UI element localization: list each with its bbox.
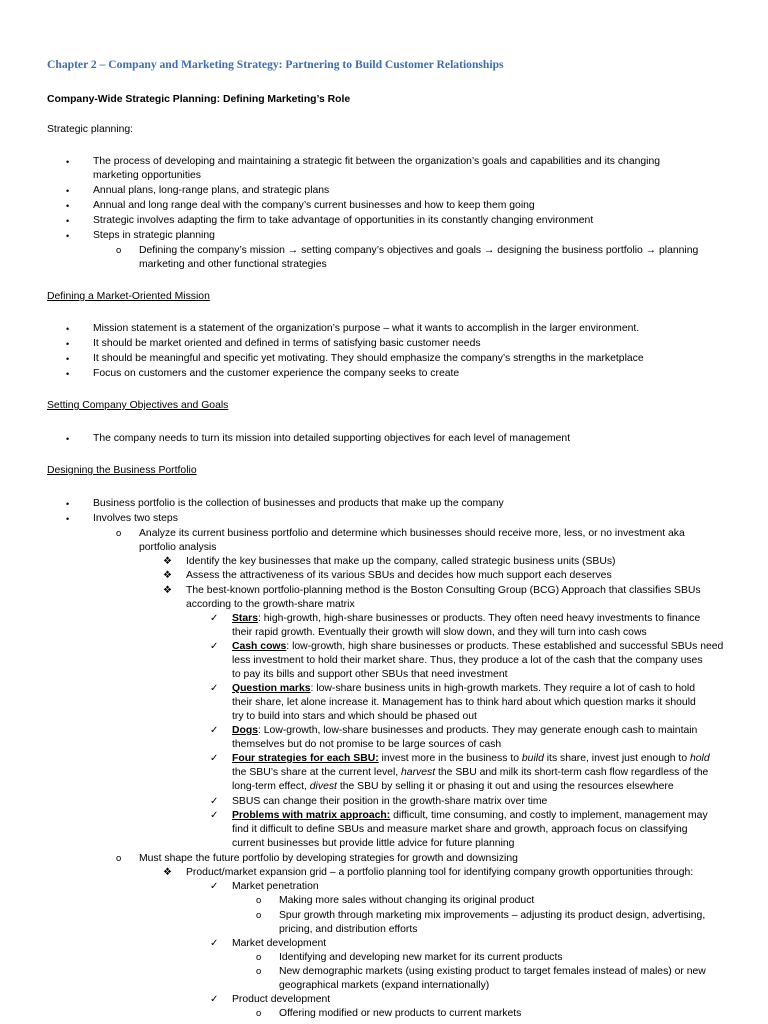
bullet-icon: • (66, 369, 70, 379)
circle-bullet-icon: o (256, 1008, 262, 1019)
list-item: o New demographic markets (using existing product to target females instead of males) or new (0, 965, 768, 979)
circle-bullet-icon: o (116, 528, 122, 539)
check-icon: ✓ (210, 683, 219, 694)
check-icon: ✓ (210, 725, 219, 736)
list-item: • Annual and long range deal with the company’s current businesses and how to keep them going (0, 199, 768, 213)
list-item-continuation: geographical markets (expand internationally) (279, 980, 490, 991)
bullet-icon: • (66, 324, 70, 334)
list-item-continuation: the SBU’s share at the current level, harvest the SBU and milk its short-term cash flow regardless of the (232, 767, 709, 778)
diamond-bullet-icon: ❖ (163, 570, 172, 581)
diamond-bullet-icon: ❖ (163, 867, 172, 878)
section-title-mission: Defining a Market-Oriented Mission (47, 291, 210, 302)
check-icon: ✓ (210, 641, 219, 652)
list-item: o Defining the company’s mission → setting company’s objectives and goals → designing the business portfolio → planning (0, 244, 768, 258)
list-item: ✓ Four strategies for each SBU: invest more in the business to build its share, invest just enough to hold (0, 752, 768, 766)
list-item: • Annual plans, long-range plans, and strategic plans (0, 184, 768, 198)
list-item-continuation: marketing and other functional strategies (139, 259, 327, 270)
section-title-portfolio: Designing the Business Portfolio (47, 465, 197, 476)
list-item: • Focus on customers and the customer experience the company seeks to create (0, 367, 768, 381)
list-item: ✓ Market penetration (0, 880, 768, 894)
bullet-icon: • (66, 157, 70, 167)
list-item: • It should be market oriented and defined in terms of satisfying basic customer needs (0, 337, 768, 351)
chapter-heading: Chapter 2 – Company and Marketing Strategy: Partnering to Build Customer Relationships (47, 58, 504, 71)
list-item: ❖ The best-known portfolio-planning method is the Boston Consulting Group (BCG) Approach that classifies SBUs (0, 584, 768, 598)
circle-bullet-icon: o (116, 853, 122, 864)
list-item-continuation: less investment to hold their market share. Thus, they produce a lot of the cash that the company uses (232, 655, 703, 666)
list-item-continuation: their share, let alone increase it. Management has to think hard about which question marks it should (232, 697, 696, 708)
bullet-icon: • (66, 514, 70, 524)
list-item: ✓ Dogs: Low-growth, low-share businesses and products. They may generate enough cash to maintain (0, 724, 768, 738)
list-item: ❖ Product/market expansion grid – a portfolio planning tool for identifying company growth opportunities through: (0, 866, 768, 880)
list-item: • The company needs to turn its mission into detailed supporting objectives for each level of management (0, 432, 768, 446)
list-item-continuation: try to build into stars and which should be phased out (232, 711, 477, 722)
list-item: • Steps in strategic planning (0, 229, 768, 243)
bullet-icon: • (66, 339, 70, 349)
check-icon: ✓ (210, 796, 219, 807)
bullet-icon: • (66, 231, 70, 241)
list-item-continuation: their rapid growth. Eventually their growth will slow down, and they will turn into cash cows (232, 627, 647, 638)
list-item-continuation: according to the growth-share matrix (186, 599, 355, 610)
check-icon: ✓ (210, 938, 219, 949)
bullet-icon: • (66, 216, 70, 226)
check-icon: ✓ (210, 810, 219, 821)
diamond-bullet-icon: ❖ (163, 585, 172, 596)
diamond-bullet-icon: ❖ (163, 556, 172, 567)
list-item: o Analyze its current business portfolio and determine which businesses should receive more, less, or no investment aka (0, 527, 768, 541)
list-item: o Making more sales without changing its original product (0, 894, 768, 908)
list-item: ✓ Cash cows: low-growth, high share businesses or products. These established and successful SBUs need (0, 640, 768, 654)
list-item: ✓ Product development (0, 993, 768, 1007)
list-item: ✓ Problems with matrix approach: difficult, time consuming, and costly to implement, management may (0, 809, 768, 823)
circle-bullet-icon: o (256, 910, 262, 921)
list-item-continuation: to pay its bills and support other SBUs that need investment (232, 669, 508, 680)
list-item: o Spur growth through marketing mix improvements – adjusting its product design, advertising, (0, 909, 768, 923)
list-item: • Mission statement is a statement of the organization’s purpose – what it wants to accomplish in the larger environment. (0, 322, 768, 336)
list-item: • Business portfolio is the collection of businesses and products that make up the company (0, 497, 768, 511)
circle-bullet-icon: o (256, 952, 262, 963)
list-item: • It should be meaningful and specific yet motivating. They should emphasize the company’s strengths in the marketplace (0, 352, 768, 366)
list-item-continuation: portfolio analysis (139, 542, 217, 553)
section-title-objectives: Setting Company Objectives and Goals (47, 400, 229, 411)
circle-bullet-icon: o (116, 245, 122, 256)
list-item: • Strategic involves adapting the firm to take advantage of opportunities in its constantly changing environment (0, 214, 768, 228)
list-item: ❖ Assess the attractiveness of its various SBUs and decides how much support each deserves (0, 569, 768, 583)
check-icon: ✓ (210, 994, 219, 1005)
bullet-icon: • (66, 201, 70, 211)
circle-bullet-icon: o (256, 966, 262, 977)
bullet-icon: • (66, 354, 70, 364)
list-item-continuation: find it difficult to define SBUs and measure market share and growth, approach focus on classifying (232, 824, 688, 835)
list-item: ❖ Identify the key businesses that make up the company, called strategic business units (SBUs) (0, 555, 768, 569)
check-icon: ✓ (210, 613, 219, 624)
list-item-continuation: current businesses but provide little advice for future planning (232, 838, 515, 849)
list-item: ✓ Question marks: low-share business units in high-growth markets. They require a lot of cash to hold (0, 682, 768, 696)
list-item: o Offering modified or new products to current markets (0, 1007, 768, 1021)
list-item-continuation: pricing, and distribution efforts (279, 924, 418, 935)
list-item: • Involves two steps (0, 512, 768, 526)
list-item: o Must shape the future portfolio by developing strategies for growth and downsizing (0, 852, 768, 866)
list-item-continuation: themselves but do not promise to be large sources of cash (232, 739, 502, 750)
check-icon: ✓ (210, 753, 219, 764)
bullet-icon: • (66, 499, 70, 509)
list-item: ✓ Stars: high-growth, high-share businesses or products. They often need heavy investments to finance (0, 612, 768, 626)
strategic-planning-label: Strategic planning: (47, 124, 134, 135)
section-subheading: Company-Wide Strategic Planning: Defining Marketing’s Role (47, 94, 351, 105)
list-item: ✓ SBUS can change their position in the growth-share matrix over time (0, 795, 768, 809)
list-item: • The process of developing and maintaining a strategic fit between the organization’s goals and capabilities and its changing (0, 155, 768, 169)
list-item: o Identifying and developing new market for its current products (0, 951, 768, 965)
bullet-icon: • (66, 186, 70, 196)
list-item-continuation: marketing opportunities (93, 170, 202, 181)
list-item-continuation: long-term effect, divest the SBU by selling it or phasing it out and using the resources elsewhere (232, 781, 674, 792)
check-icon: ✓ (210, 881, 219, 892)
bullet-icon: • (66, 434, 70, 444)
circle-bullet-icon: o (256, 895, 262, 906)
list-item: ✓ Market development (0, 937, 768, 951)
